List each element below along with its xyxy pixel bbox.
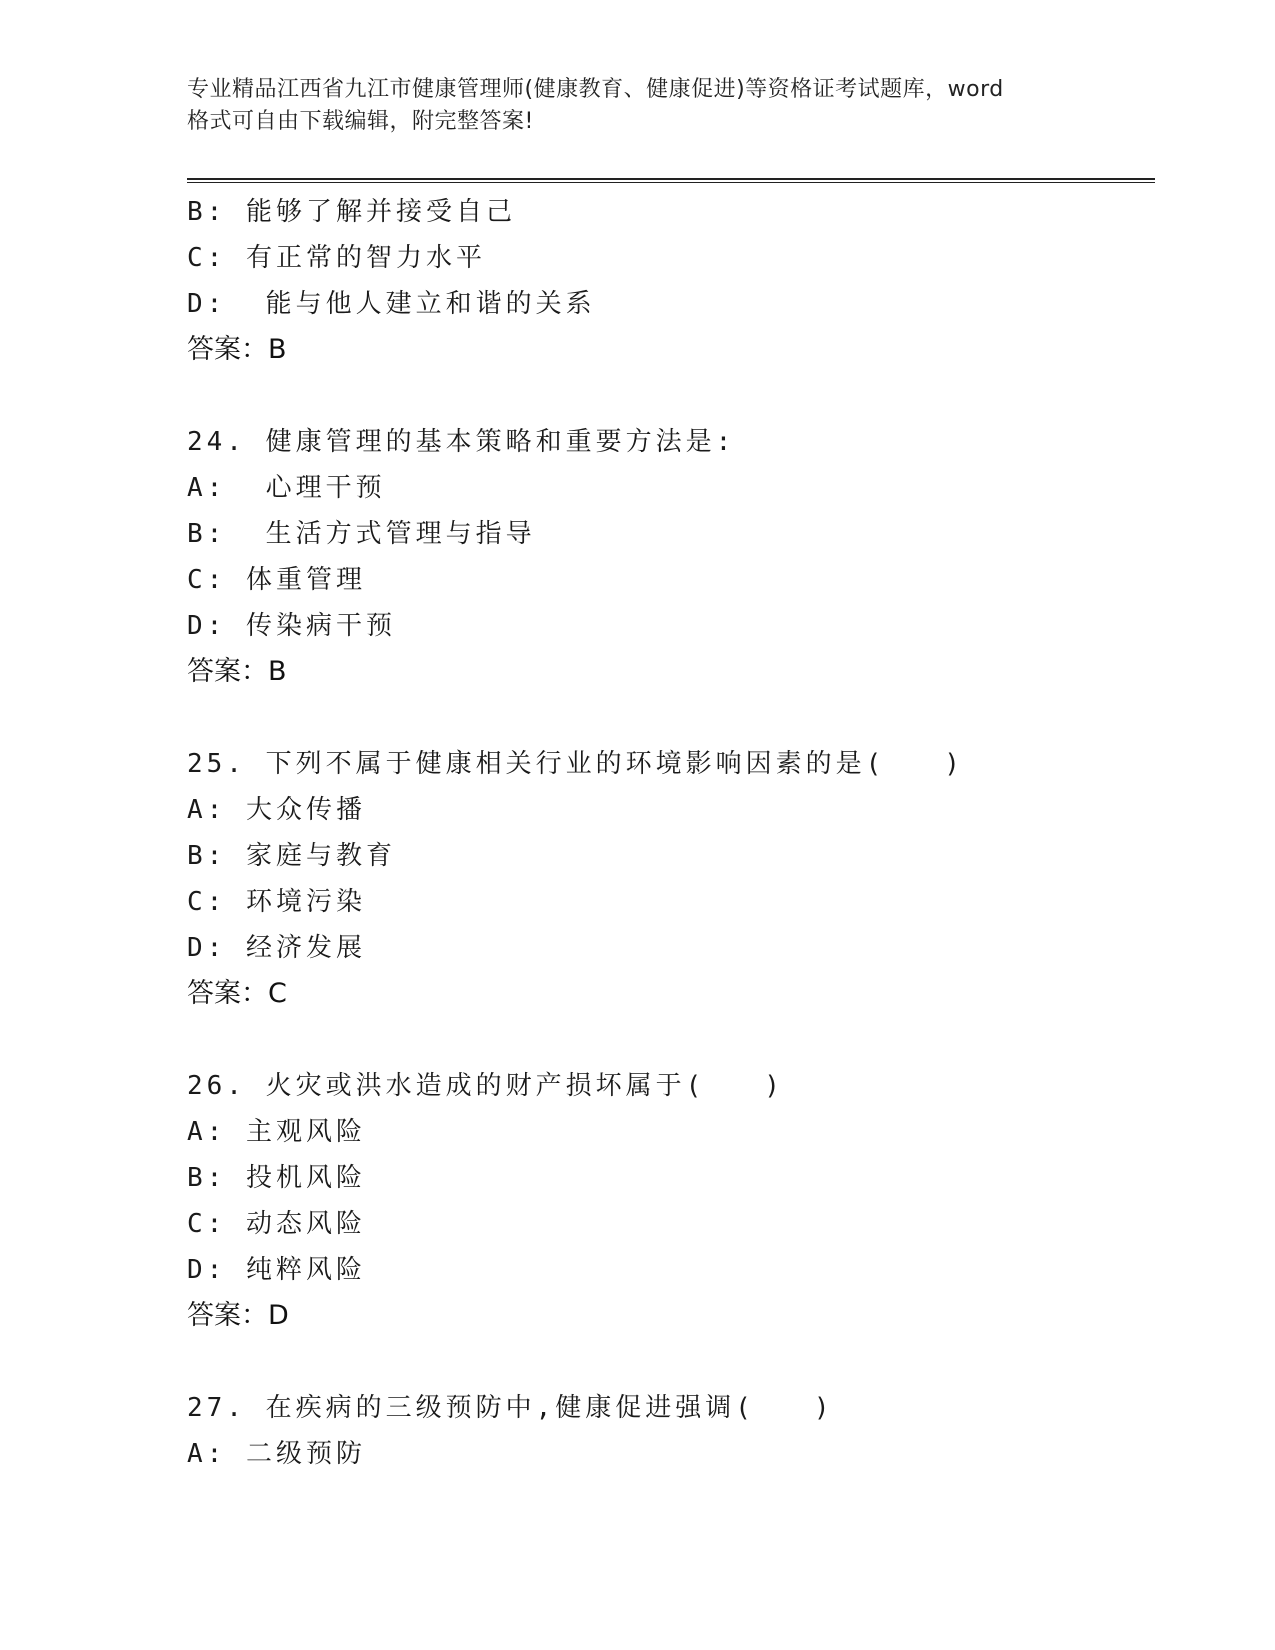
question-text: 26. 火灾或洪水造成的财产损坏属于( ) bbox=[187, 1071, 784, 1101]
spacer bbox=[187, 695, 1147, 741]
option-a: A: 二级预防 bbox=[187, 1439, 366, 1469]
question-25 bbox=[187, 741, 1147, 1017]
option-a: A: 大众传播 bbox=[187, 795, 366, 825]
option-b: B: 家庭与教育 bbox=[187, 841, 396, 871]
header-line-2: 格式可自由下载编辑，附完整答案! bbox=[187, 109, 534, 134]
option-a: A: 主观风险 bbox=[187, 1117, 366, 1147]
option-d: D: 经济发展 bbox=[187, 933, 366, 963]
option-c: C: 环境污染 bbox=[187, 887, 366, 917]
option-c: C: 动态风险 bbox=[187, 1209, 366, 1239]
answer: 答案：B bbox=[187, 334, 287, 365]
question-text: 27. 在疾病的三级预防中,健康促进强调( ) bbox=[187, 1393, 834, 1423]
header-line-1: 专业精品江西省九江市健康管理师(健康教育、健康促进)等资格证考试题库，word bbox=[187, 77, 1004, 102]
option-c: C: 有正常的智力水平 bbox=[187, 243, 486, 273]
question-text: 24. 健康管理的基本策略和重要方法是: bbox=[187, 427, 736, 457]
question-26 bbox=[187, 1063, 1147, 1339]
header-divider bbox=[187, 178, 1155, 183]
question-27 bbox=[187, 1385, 1147, 1477]
answer: 答案：C bbox=[187, 978, 287, 1009]
spacer bbox=[187, 373, 1147, 419]
option-a: A: 心理干预 bbox=[187, 473, 386, 503]
option-b: B: 投机风险 bbox=[187, 1163, 366, 1193]
option-d: D: 纯粹风险 bbox=[187, 1255, 366, 1285]
answer: 答案：B bbox=[187, 656, 287, 687]
question-text: 25. 下列不属于健康相关行业的环境影响因素的是( ) bbox=[187, 749, 964, 779]
option-d: D: 能与他人建立和谐的关系 bbox=[187, 289, 596, 319]
document-header bbox=[187, 74, 1087, 138]
option-c: C: 体重管理 bbox=[187, 565, 366, 595]
option-b: B: 能够了解并接受自己 bbox=[187, 197, 516, 227]
question-23 bbox=[187, 189, 1147, 373]
question-24 bbox=[187, 419, 1147, 695]
option-b: B: 生活方式管理与指导 bbox=[187, 519, 536, 549]
answer: 答案：D bbox=[187, 1300, 289, 1331]
option-d: D: 传染病干预 bbox=[187, 611, 396, 641]
question-list bbox=[187, 189, 1147, 1477]
spacer bbox=[187, 1017, 1147, 1063]
spacer bbox=[187, 1339, 1147, 1385]
